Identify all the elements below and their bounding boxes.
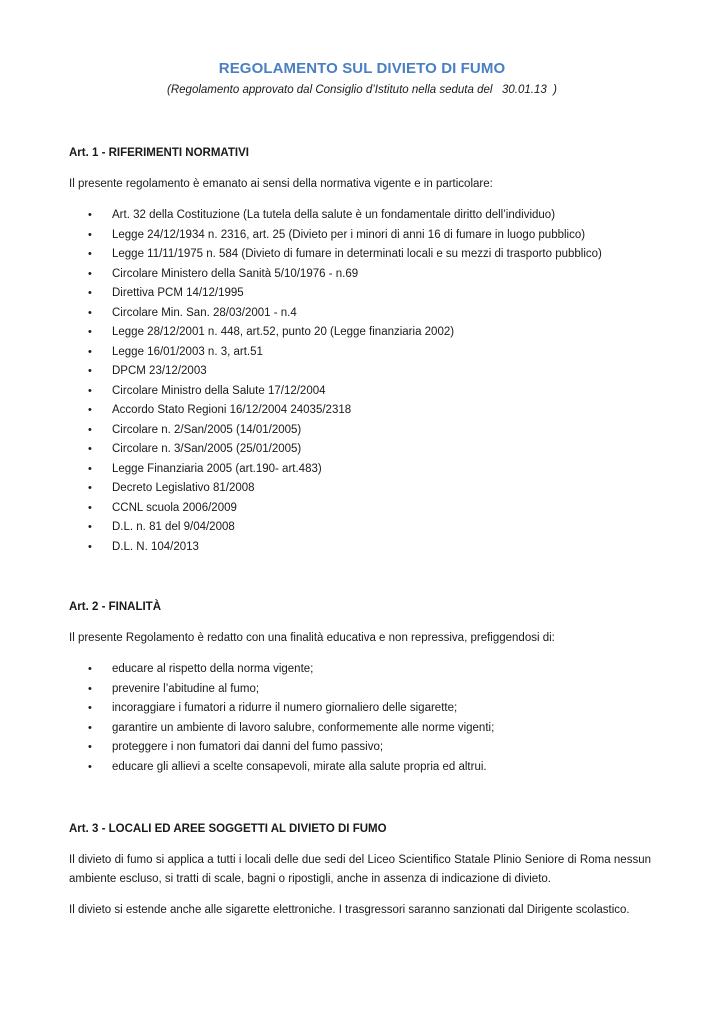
- list-item-text: educare gli allievi a scelte consapevoli, mirate alla salute propria ed altrui.: [112, 760, 487, 773]
- list-item: [69, 323, 602, 343]
- bullet-icon: •: [88, 682, 92, 695]
- list-item: [69, 738, 494, 758]
- list-item: [69, 284, 602, 304]
- list-item-text: Decreto Legislativo 81/2008: [112, 482, 255, 494]
- list-item: [69, 758, 494, 778]
- document-title: REGOLAMENTO SUL DIVIETO DI FUMO: [218, 60, 506, 77]
- bullet-icon: •: [88, 702, 92, 714]
- list-item-text: D.L. n. 81 del 9/04/2008: [112, 521, 235, 533]
- art2-intro: Il presente Regolamento è redatto con una finalità educativa e non repressiva, prefiggendosi di:: [69, 632, 555, 644]
- bullet-icon: •: [88, 267, 92, 280]
- bullet-icon: •: [88, 521, 92, 533]
- bullet-icon: •: [88, 209, 92, 221]
- list-item: [69, 265, 602, 285]
- list-item: [69, 699, 494, 719]
- list-item-text: Legge 28/12/2001 n. 448, art.52, punto 20 (Legge finanziaria 2002): [112, 326, 455, 338]
- list-item-text: garantire un ambiente di lavoro salubre, conformemente alle norme vigenti;: [112, 721, 495, 734]
- list-item-text: D.L. N. 104/2013: [112, 540, 199, 553]
- bullet-icon: •: [88, 663, 92, 675]
- bullet-icon: •: [88, 248, 92, 260]
- bullet-icon: •: [88, 404, 92, 416]
- list-item: [69, 479, 602, 499]
- bullet-icon: •: [88, 501, 92, 514]
- art1-intro: Il presente regolamento è emanato ai sensi della normativa vigente e in particolare:: [69, 178, 493, 190]
- list-item-text: Circolare n. 2/San/2005 (14/01/2005): [112, 423, 302, 436]
- list-item: [69, 304, 602, 324]
- bullet-icon: •: [88, 423, 92, 436]
- art3-paragraph-2: Il divieto si estende anche alle sigarette elettroniche. I trasgressori saranno sanzionati dal Dirigente scolastico.: [69, 904, 630, 916]
- list-item: [69, 440, 602, 460]
- document-subtitle: (Regolamento approvato dal Consiglio d’Istituto nella seduta del 30.01.13 ): [167, 84, 557, 96]
- list-item: [69, 382, 602, 402]
- bullet-icon: •: [88, 443, 92, 455]
- bullet-icon: •: [88, 228, 92, 241]
- list-item-text: Circolare Ministro della Salute 17/12/2004: [112, 384, 326, 397]
- list-item-text: incoraggiare i fumatori a ridurre il numero giornaliero delle sigarette;: [112, 702, 458, 714]
- list-item: [69, 680, 494, 700]
- list-item-text: Circolare n. 3/San/2005 (25/01/2005): [112, 443, 302, 455]
- bullet-icon: •: [88, 482, 92, 494]
- list-item-text: CCNL scuola 2006/2009: [112, 501, 237, 514]
- list-item-text: Legge 11/11/1975 n. 584 (Divieto di fumare in determinati locali e su mezzi di trasporto pubblico): [112, 248, 602, 260]
- list-item-text: prevenire l’abitudine al fumo;: [112, 682, 260, 695]
- list-item-text: Direttiva PCM 14/12/1995: [112, 287, 244, 299]
- list-item: [69, 343, 602, 363]
- bullet-icon: •: [88, 741, 92, 753]
- list-item: [69, 226, 602, 246]
- list-item: [69, 460, 602, 480]
- list-item: [69, 245, 602, 265]
- list-item: [69, 401, 602, 421]
- art2-list: [69, 660, 494, 777]
- bullet-icon: •: [88, 540, 92, 553]
- art1-heading: Art. 1 - RIFERIMENTI NORMATIVI: [69, 147, 249, 159]
- bullet-icon: •: [88, 384, 92, 397]
- list-item: [69, 499, 602, 519]
- list-item: [69, 719, 494, 739]
- bullet-icon: •: [88, 326, 92, 338]
- list-item-text: educare al rispetto della norma vigente;: [112, 663, 314, 675]
- bullet-icon: •: [88, 365, 92, 377]
- list-item: [69, 421, 602, 441]
- list-item: [69, 518, 602, 538]
- list-item-text: Circolare Min. San. 28/03/2001 - n.4: [112, 306, 297, 319]
- bullet-icon: •: [88, 462, 92, 475]
- list-item-text: Legge 24/12/1934 n. 2316, art. 25 (Divieto per i minori di anni 16 di fumare in luogo pubblico): [112, 228, 586, 241]
- bullet-icon: •: [88, 287, 92, 299]
- bullet-icon: •: [88, 345, 92, 358]
- art3-paragraph-1: Il divieto di fumo si applica a tutti i locali delle due sedi del Liceo Scientifico Statale Plinio Seniore di Roma nessun ambiente escluso, si tratti di scale, bagni o ripostigli, anche in assenza di indicazione di divieto.: [69, 854, 651, 885]
- art2-heading: Art. 2 - FINALITÀ: [69, 601, 161, 613]
- art1-list: [69, 206, 602, 557]
- list-item: [69, 538, 602, 558]
- list-item-text: DPCM 23/12/2003: [112, 365, 207, 377]
- bullet-icon: •: [88, 306, 92, 319]
- list-item: [69, 660, 494, 680]
- art3-heading: Art. 3 - LOCALI ED AREE SOGGETTI AL DIVIETO DI FUMO: [69, 823, 387, 835]
- list-item-text: Circolare Ministero della Sanità 5/10/1976 - n.69: [112, 267, 359, 280]
- list-item-text: Legge Finanziaria 2005 (art.190- art.483): [112, 462, 322, 475]
- bullet-icon: •: [88, 760, 92, 773]
- list-item-text: Art. 32 della Costituzione (La tutela della salute è un fondamentale diritto dell’individuo): [112, 209, 556, 221]
- list-item: [69, 362, 602, 382]
- list-item: [69, 206, 602, 226]
- list-item-text: proteggere i non fumatori dai danni del fumo passivo;: [112, 741, 384, 753]
- bullet-icon: •: [88, 721, 92, 734]
- list-item-text: Legge 16/01/2003 n. 3, art.51: [112, 345, 263, 358]
- list-item-text: Accordo Stato Regioni 16/12/2004 24035/2318: [112, 404, 352, 416]
